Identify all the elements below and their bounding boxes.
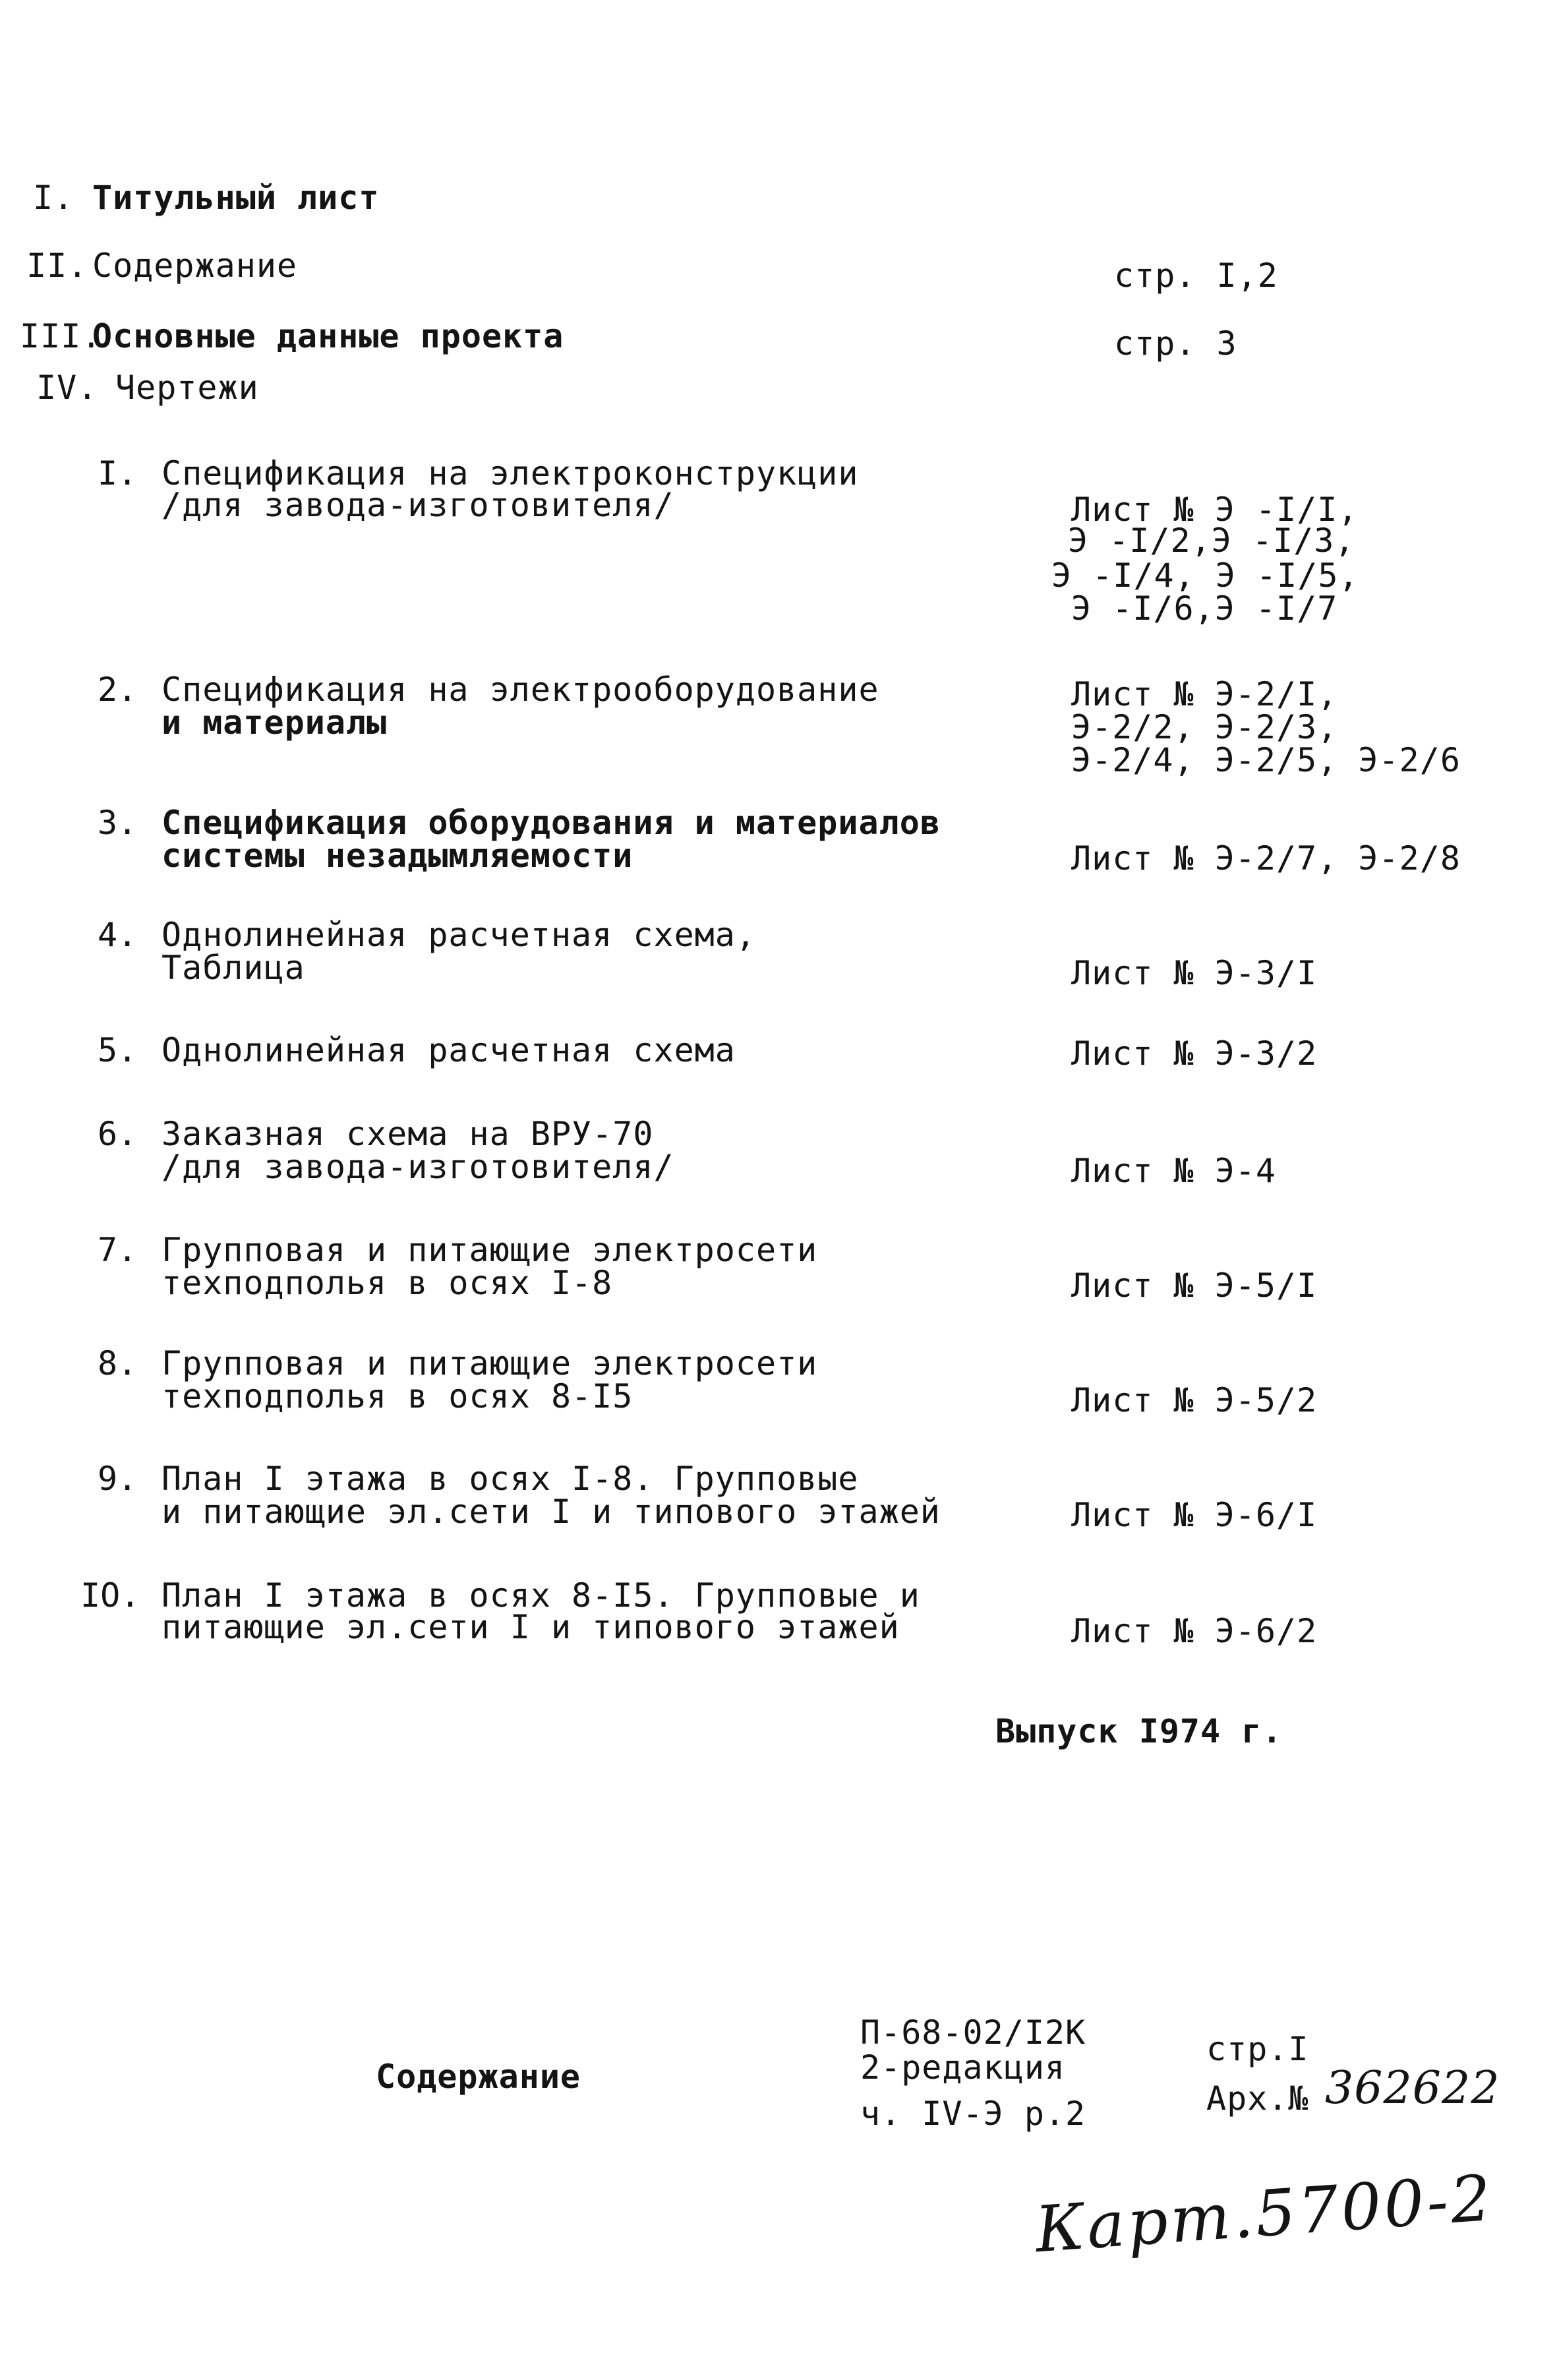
section-4-num: IV.: [36, 369, 98, 407]
item-2-line1: Спецификация на электрооборудование: [162, 670, 879, 709]
item-8-line1: Групповая и питающие электросети: [162, 1344, 818, 1383]
item-5-ref-1: Лист № Э-3/2: [1071, 1034, 1318, 1073]
item-2-ref-2: Э-2/2, Э-2/3,: [1071, 708, 1338, 746]
item-6-ref-1: Лист № Э-4: [1071, 1152, 1277, 1190]
item-1-line2: /для завода-изготовителя/: [162, 486, 674, 524]
item-2-ref-1: Лист № Э-2/I,: [1071, 675, 1338, 713]
item-6-num: 6.: [98, 1115, 138, 1153]
footer-page: стр.I: [1206, 2030, 1309, 2068]
section-2-ref: стр. I,2: [1114, 256, 1278, 295]
item-9-num: 9.: [98, 1460, 138, 1498]
handwritten-inventory-mark: Карт.5700-2: [1032, 2160, 1496, 2267]
item-3-ref-1: Лист № Э-2/7, Э-2/8: [1071, 839, 1461, 878]
item-6-line1: Заказная схема на ВРУ-70: [162, 1115, 654, 1153]
item-5-line1: Однолинейная расчетная схема: [162, 1031, 736, 1069]
item-4-num: 4.: [98, 916, 138, 954]
item-4-line2: Таблица: [162, 949, 305, 987]
item-1-line1: Спецификация на электроконструкции: [162, 454, 859, 492]
item-2-line2: и материалы: [162, 703, 388, 742]
item-6-line2: /для завода-изготовителя/: [162, 1148, 674, 1186]
item-8-line2: техподполья в осях 8-I5: [162, 1377, 633, 1415]
item-5-num: 5.: [98, 1031, 138, 1069]
item-1-ref-4: Э -I/6,Э -I/7: [1071, 589, 1338, 628]
item-3-num: 3.: [98, 804, 138, 842]
item-7-line2: техподполья в осях I-8: [162, 1264, 613, 1302]
item-10-ref-1: Лист № Э-6/2: [1071, 1612, 1318, 1650]
item-4-line1: Однолинейная расчетная схема,: [162, 916, 756, 954]
section-4-title: Чертежи: [115, 369, 259, 407]
item-9-ref-1: Лист № Э-6/I: [1071, 1496, 1318, 1534]
item-8-num: 8.: [98, 1344, 138, 1383]
footer-part: ч. IV-Э р.2: [860, 2095, 1086, 2133]
item-10-num: IO.: [80, 1576, 140, 1615]
item-1-ref-1: Лист № Э -I/I,: [1071, 491, 1359, 529]
item-10-line1: План I этажа в осях 8-I5. Групповые и: [162, 1576, 920, 1615]
item-7-line1: Групповая и питающие электросети: [162, 1231, 818, 1269]
footer-doc-code: П-68-02/I2К: [860, 2013, 1086, 2052]
section-2-title: Содержание: [92, 247, 298, 285]
footer-archive-label: Арх.№: [1206, 2079, 1309, 2118]
item-3-line1: Спецификация оборудования и материалов: [162, 804, 941, 842]
item-2-num: 2.: [98, 670, 138, 709]
item-9-line2: и питающие эл.сети I и типового этажей: [162, 1493, 941, 1531]
item-2-ref-3: Э-2/4, Э-2/5, Э-2/6: [1071, 741, 1461, 779]
item-4-ref-1: Лист № Э-3/I: [1071, 954, 1318, 992]
item-7-ref-1: Лист № Э-5/I: [1071, 1266, 1318, 1305]
item-3-line2: системы незадымляемости: [162, 837, 633, 875]
item-1-num: I.: [98, 454, 138, 492]
item-7-num: 7.: [98, 1231, 138, 1269]
section-3-ref: стр. 3: [1114, 324, 1237, 363]
section-3-num: III.: [20, 317, 102, 355]
item-10-line2: питающие эл.сети I и типового этажей: [162, 1608, 900, 1646]
section-2-num: II.: [26, 247, 88, 285]
item-9-line1: План I этажа в осях I-8. Групповые: [162, 1460, 859, 1498]
item-8-ref-1: Лист № Э-5/2: [1071, 1381, 1318, 1419]
footer-edition: 2-редакция: [860, 2048, 1066, 2087]
section-3-title: Основные данные проекта: [92, 317, 564, 355]
section-1-num: I.: [33, 179, 74, 217]
item-1-ref-3: Э -I/4, Э -I/5,: [1051, 556, 1359, 595]
footer-title: Содержание: [376, 2058, 581, 2096]
release-year: Выпуск I974 г.: [995, 1712, 1283, 1750]
item-1-ref-2: Э -I/2,Э -I/3,: [1068, 521, 1355, 560]
footer-archive-number: 362622: [1325, 2062, 1500, 2114]
section-1-title: Титульный лист: [92, 179, 380, 217]
